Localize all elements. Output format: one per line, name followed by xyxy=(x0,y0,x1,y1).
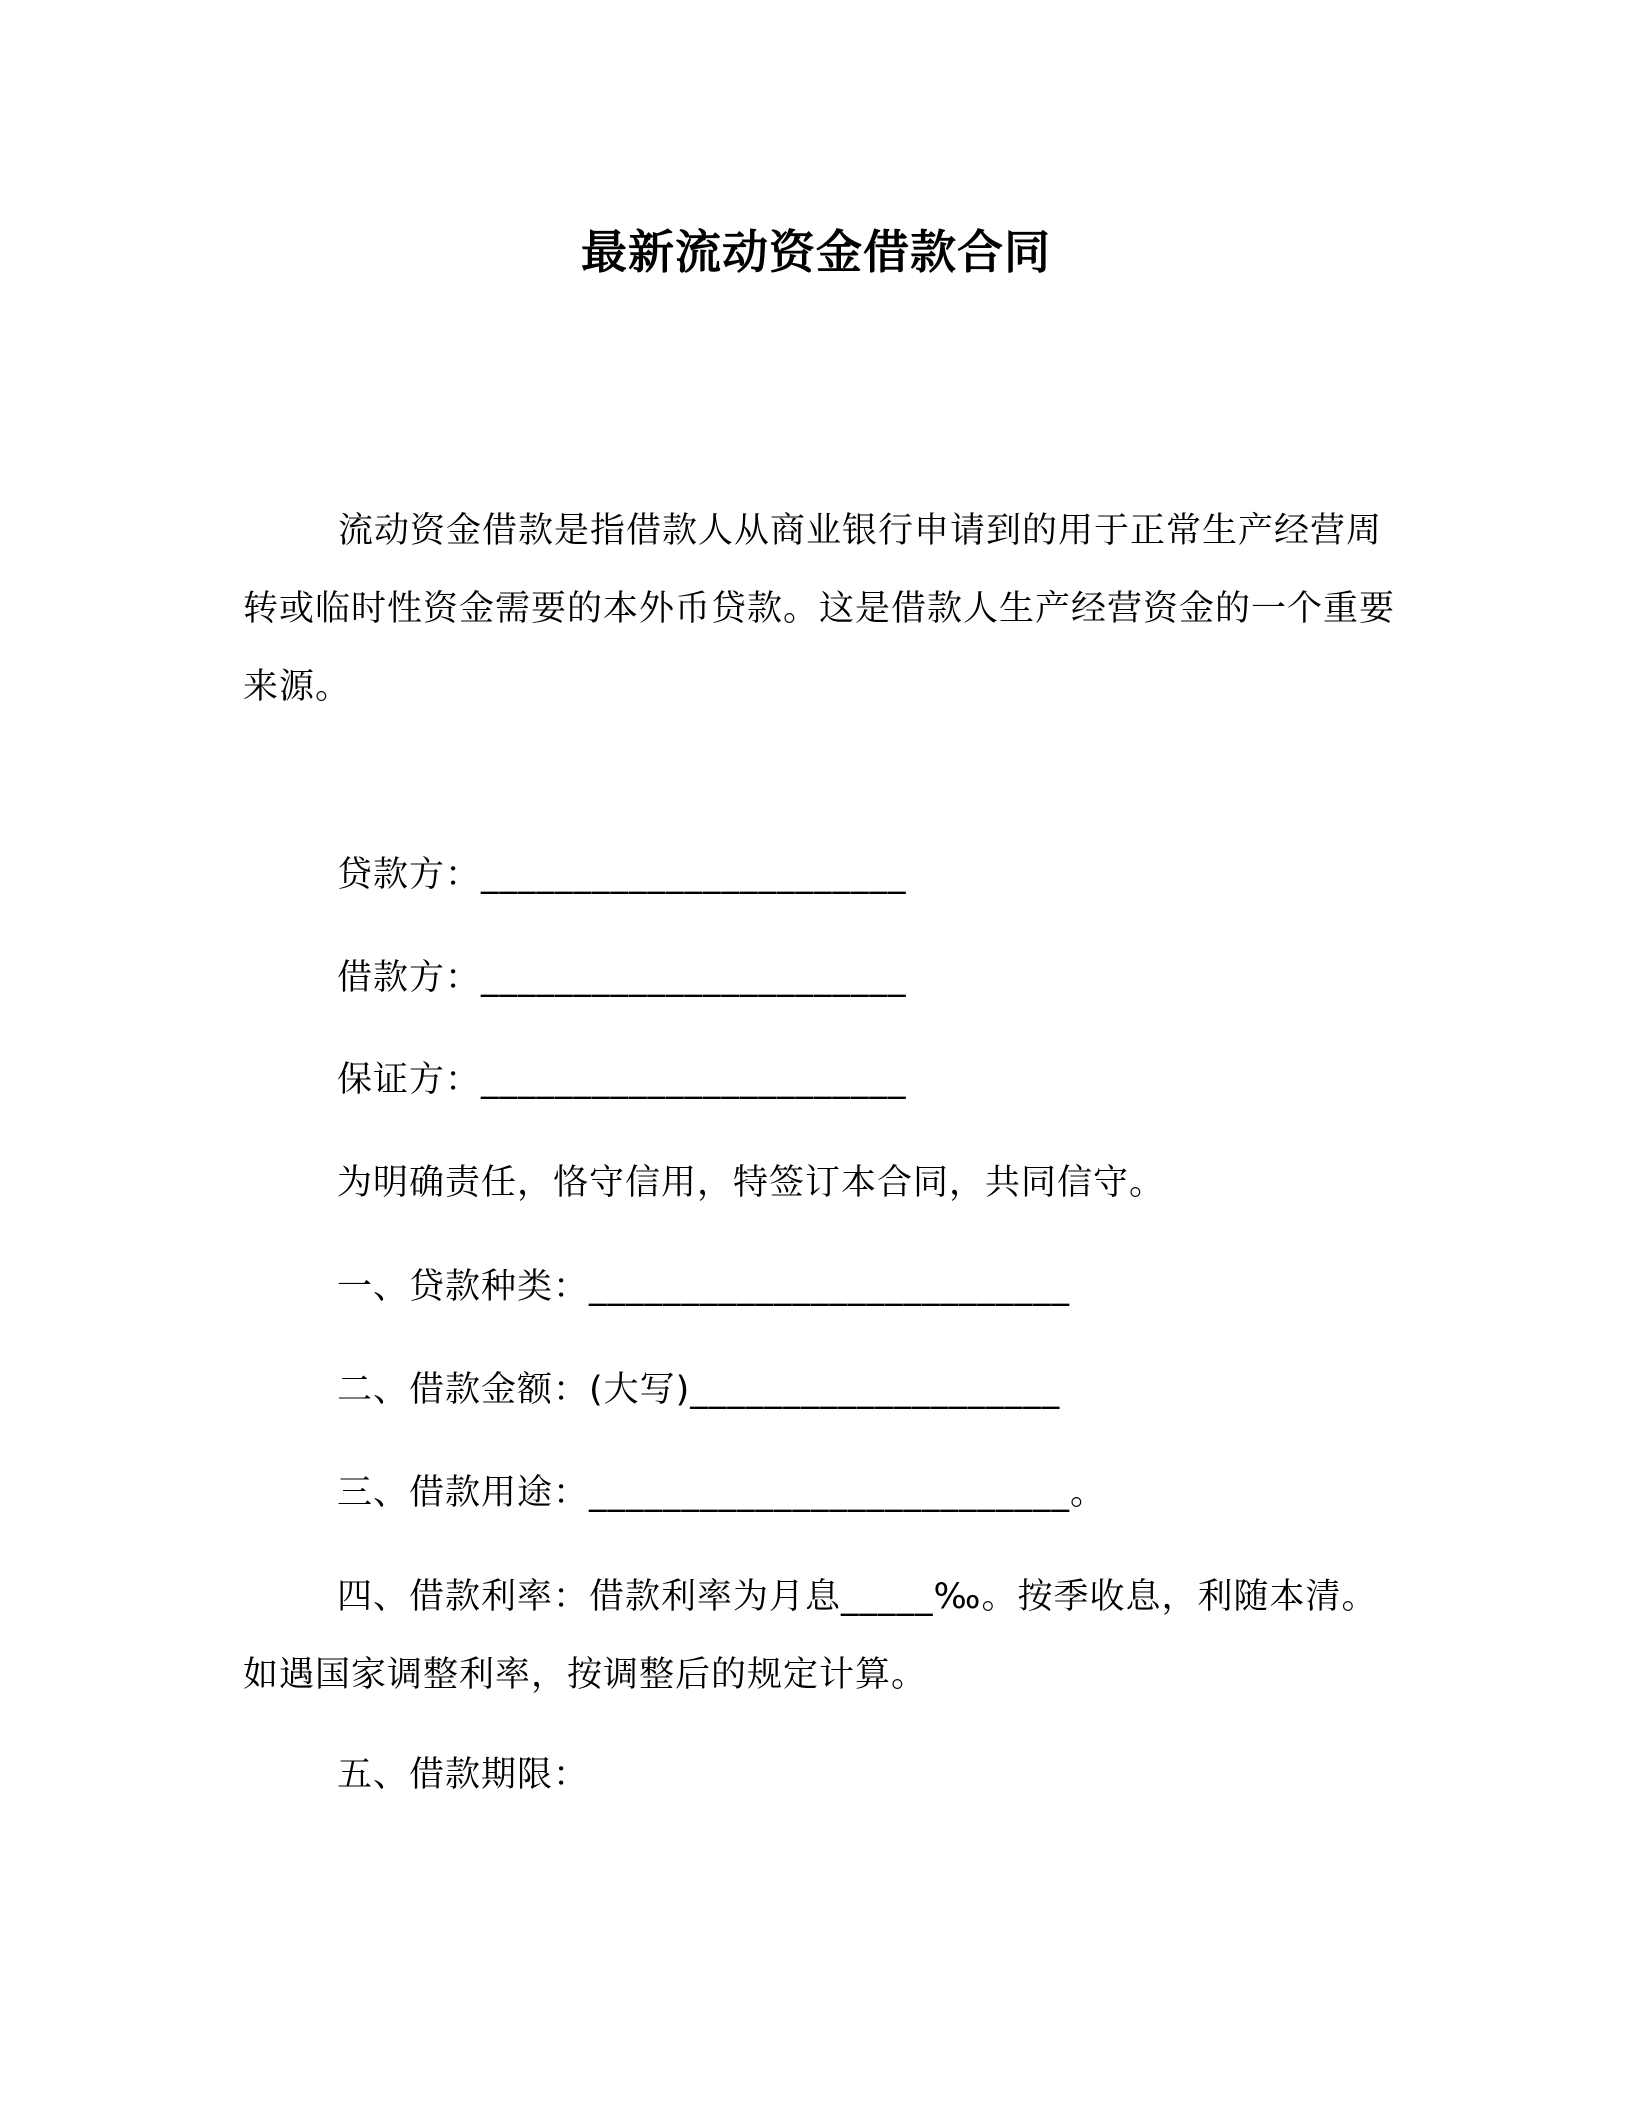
clause-loan-type: 一、贷款种类：__________________________ xyxy=(337,1267,1071,1307)
document-title: 最新流动资金借款合同 xyxy=(581,225,1051,279)
intro-paragraph: 流动资金借款是指借款人从商业银行申请到的用于正常生产经营周转或临时性资金需要的本外币贷款。这是借款人生产经营资金的一个重要来源。 xyxy=(243,511,1396,707)
preamble-line: 为明确责任，恪守信用，特签订本合同，共同信守。 xyxy=(337,1163,1166,1203)
lender-line: 贷款方：_______________________ xyxy=(337,855,907,895)
guarantor-line: 保证方：_______________________ xyxy=(337,1060,907,1100)
clause-loan-amount: 二、借款金额：(大写)____________________ xyxy=(337,1370,1061,1410)
clause-interest-rate: 四、借款利率：借款利率为月息_____‰。按季收息，利随本清。如遇国家调整利率，按调整后的规定计算。 xyxy=(243,1577,1378,1695)
clause-loan-term: 五、借款期限： xyxy=(337,1755,590,1795)
borrower-line: 借款方：_______________________ xyxy=(337,958,907,998)
clause-loan-purpose: 三、借款用途：__________________________。 xyxy=(337,1473,1107,1513)
